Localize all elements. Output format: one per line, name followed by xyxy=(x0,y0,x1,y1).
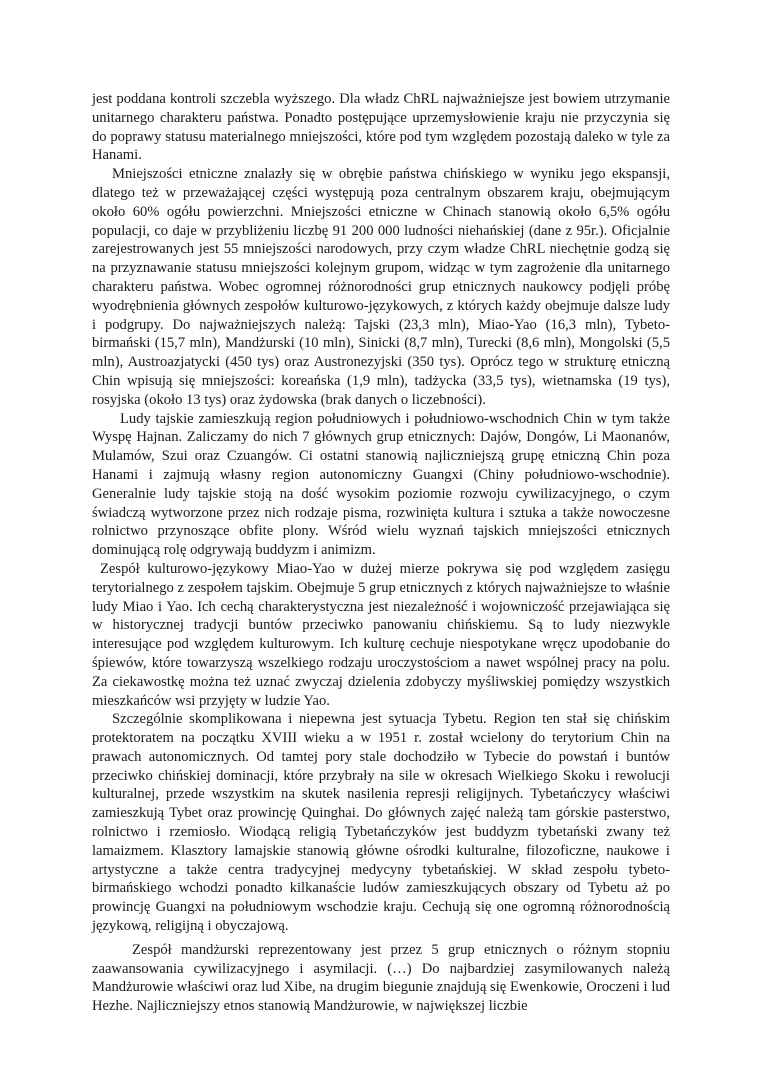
paragraph-1: jest poddana kontroli szczebla wyższego. Dla władz ChRL najważniejsze jest bowiem utrzymanie unitarnego charakteru państwa. Ponadto postępujące uprzemysłowienie kraju nie przyczynia się do poprawy statusu materialnego mniejszości, które pod tym względem pozostają daleko w tyle za Hanami. xyxy=(92,91,670,164)
paragraph-2: Mniejszości etniczne znalazły się w obrębie państwa chińskiego w wyniku jego ekspansji, dlatego też w przeważającej części występują poza centralnym obszarem kraju, obejmującym około 60% ogółu powierzchni. Mniejszości etniczne w Chinach stanowią około 6,5% ogółu populacji, co daje w przybliżeniu liczbę 91 200 000 ludności niehańskiej (dane z 95r.). Oficjalnie zarejestrowanych jest 55 mniejszości narodowych, przy czym władze ChRL niechętnie godzą się na przyznawanie statusu mniejszości kolejnym grupom, widząc w tym zagrożenie dla unitarnego charakteru państwa. Wobec ogromnej różnorodności grup etnicznych naukowcy podjęli próbę wyodrębnienia głównych zespołów kulturowo-językowych, z których każdy obejmuje dalsze ludy i podgrupy. Do najważniejszych należą: Tajski (23,3 mln), Miao-Yao (16,3 mln), Tybeto-birmański (15,7 mln), Mandżurski (10 mln), Sinicki (8,7 mln), Turecki (8,6 mln), Mongolski (5,5 mln), Austroazjatycki (450 tys) oraz Austronezyjski (350 tys). Oprócz tego w strukturę etniczną Chin wpisują się mniejszości: koreańska (1,9 mln), tadżycka (33,5 tys), wietnamska (19 tys), rosyjska (około 13 tys) oraz żydowska (brak danych o liczebności). xyxy=(92,166,670,408)
paragraph-6: Zespół mandżurski reprezentowany jest przez 5 grup etnicznych o różnym stopniu zaawansowania cywilizacyjnego i asymilacji. (…) Do najbardziej zasymilowanych należą Mandżurowie właściwi oraz lud Xibe, na drugim biegunie znajdują się Ewenkowie, Oroczeni i lud Hezhe. Najliczniejszy etnos stanowią Mandżurowie, w największej liczbie xyxy=(92,941,670,1015)
paragraph-3: Ludy tajskie zamieszkują region południowych i południowo-wschodnich Chin w tym także Wyspę Hajnan. Zaliczamy do nich 7 głównych grup etnicznych: Dajów, Dongów, Li Maonanów, Mulamów, Szui oraz Czuangów. Ci ostatni stanowią najliczniejszą grupę etniczną Chin poza Hanami i zajmują własny region autonomiczny Guangxi (Chiny południowo-wschodnie). Generalnie ludy tajskie stoją na dość wysokim poziomie rozwoju cywilizacyjnego, o czym świadczą wytworzone przez nich rodzaje pisma, rozwinięta kultura i sztuka a także nowoczesne rolnictwo przynoszące obfite plony. Wśród wielu wyznań tajskich mniejszości etnicznych dominującą rolę odgrywają buddyzm i animizm. xyxy=(92,410,670,559)
document-body xyxy=(92,90,670,1016)
paragraph-5: Szczególnie skomplikowana i niepewna jest sytuacja Tybetu. Region ten stał się chińskim protektoratem na początku XVIII wieku a w 1951 r. został wcielony do terytorium Chin na prawach autonomicznych. Od tamtej pory stale dochodziło w Tybecie do powstań i buntów przeciwko chińskiej dominacji, które przybrały na sile w okresach Wielkiego Skoku i rewolucji kulturalnej, przede wszystkim na skutek nasilenia represji religijnych. Tybetańczycy właściwi zamieszkują Tybet oraz prowincję Quinghai. Do głównych zajęć należą tam górskie pasterstwo, rolnictwo i rzemiosło. Wiodącą religią Tybetańczyków jest buddyzm tybetański zwany też lamaizmem. Klasztory lamajskie stanowią główne ośrodki kulturalne, filozoficzne, naukowe i artystyczne a także centra tradycyjnej medycyny tybetańskiej. W skład zespołu tybeto-birmańskiego wchodzi ponadto kilkanaście ludów zamieszkujących obszary od Tybetu aż po prowincję Guangxi na południowym wschodzie kraju. Cechują się one ogromną różnorodnością językową, religijną i obyczajową. xyxy=(92,711,670,935)
paragraph-4: Zespół kulturowo-językowy Miao-Yao w dużej mierze pokrywa się pod względem zasięgu terytorialnego z zespołem tajskim. Obejmuje 5 grup etnicznych z których najważniejsze to właśnie ludy Miao i Yao. Ich cechą charakterystyczna jest niezależność i wojowniczość przejawiająca się w historycznej tradycji buntów przeciwko panowaniu chińskiemu. Są to ludy niezwykle interesujące pod względem kulturowym. Ich kulturę cechuje niespotykane wręcz upodobanie do śpiewów, które towarzyszą wszelkiego rodzaju uroczystościom a nawet wspólnej pracy na polu. Za ciekawostkę można też uznać zwyczaj dzielenia zdobyczy myśliwskiej pomiędzy wszystkich mieszkańców wsi przyjęty w ludzie Yao. xyxy=(92,560,670,709)
